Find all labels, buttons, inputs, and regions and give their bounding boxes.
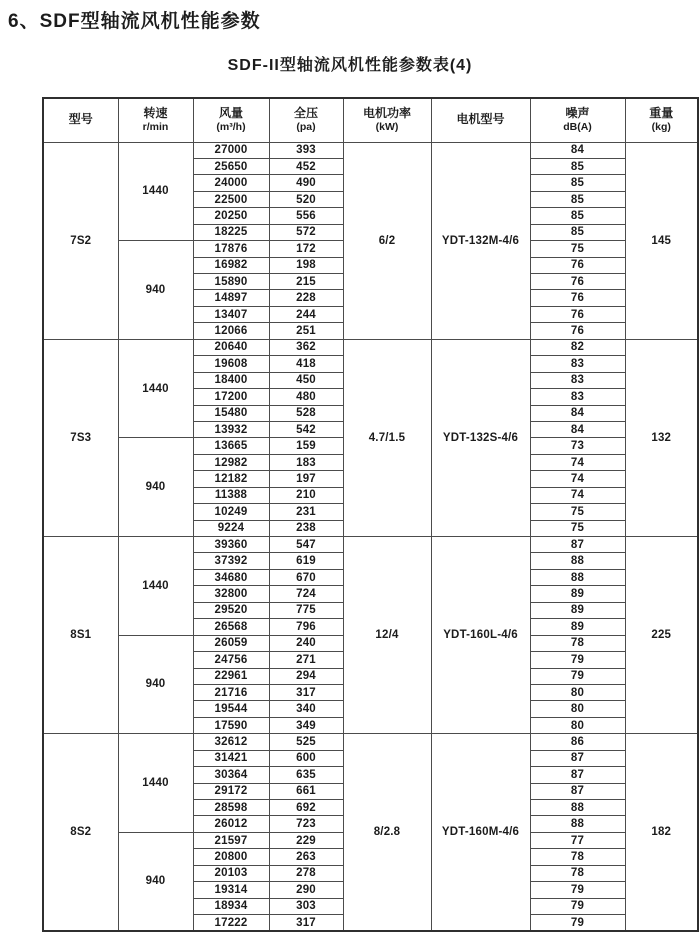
pressure-cell: 198 [269,257,343,273]
pressure-cell: 290 [269,882,343,898]
header-weight [625,98,698,142]
pressure-cell: 452 [269,158,343,174]
header-power [343,98,431,142]
header-label: 转速 [143,106,168,121]
airflow-cell: 30364 [193,767,269,783]
weight-cell: 225 [625,537,698,734]
pressure-cell: 294 [269,668,343,684]
pressure-cell: 159 [269,438,343,454]
noise-cell: 78 [530,635,625,651]
airflow-cell: 17222 [193,915,269,931]
table-body [43,142,698,931]
noise-cell: 75 [530,241,625,257]
header-airflow [193,98,269,142]
airflow-cell: 26568 [193,619,269,635]
pressure-cell: 229 [269,832,343,848]
airflow-cell: 16982 [193,257,269,273]
airflow-cell: 18225 [193,224,269,240]
airflow-cell: 19544 [193,701,269,717]
noise-cell: 80 [530,717,625,733]
pressure-cell: 271 [269,652,343,668]
pressure-cell: 418 [269,356,343,372]
pressure-cell: 228 [269,290,343,306]
header-unit: (m³/h) [216,121,246,134]
noise-cell: 88 [530,800,625,816]
airflow-cell: 24756 [193,652,269,668]
airflow-cell: 20640 [193,339,269,355]
airflow-cell: 21716 [193,684,269,700]
pressure-cell: 600 [269,750,343,766]
noise-cell: 76 [530,274,625,290]
noise-cell: 76 [530,306,625,322]
noise-cell: 75 [530,520,625,536]
airflow-cell: 15890 [193,274,269,290]
weight-cell: 182 [625,734,698,931]
pressure-cell: 263 [269,849,343,865]
pressure-cell: 490 [269,175,343,191]
pressure-cell: 547 [269,537,343,553]
pressure-cell: 723 [269,816,343,832]
table-row [43,734,698,750]
pressure-cell: 670 [269,569,343,585]
noise-cell: 76 [530,290,625,306]
airflow-cell: 13932 [193,421,269,437]
speed-cell: 940 [118,635,193,734]
noise-cell: 79 [530,898,625,914]
airflow-cell: 29172 [193,783,269,799]
pressure-cell: 528 [269,405,343,421]
header-model [43,98,118,142]
pressure-cell: 525 [269,734,343,750]
header-label: 全压 [293,106,318,121]
noise-cell: 84 [530,142,625,158]
airflow-cell: 27000 [193,142,269,158]
pressure-cell: 172 [269,241,343,257]
airflow-cell: 13665 [193,438,269,454]
header-label: 重量 [649,106,674,121]
header-noise [530,98,625,142]
pressure-cell: 240 [269,635,343,651]
airflow-cell: 39360 [193,537,269,553]
pressure-cell: 215 [269,274,343,290]
model-cell: 7S3 [43,339,118,536]
noise-cell: 79 [530,882,625,898]
header-label: 电机型号 [456,112,505,127]
noise-cell: 86 [530,734,625,750]
airflow-cell: 20250 [193,208,269,224]
airflow-cell: 9224 [193,520,269,536]
noise-cell: 75 [530,504,625,520]
noise-cell: 79 [530,652,625,668]
airflow-cell: 18400 [193,372,269,388]
airflow-cell: 17200 [193,389,269,405]
page-title: 6、SDF型轴流风机性能参数 [8,11,261,32]
header-label: 风量 [218,106,243,121]
airflow-cell: 12066 [193,323,269,339]
weight-cell: 145 [625,142,698,339]
header-pressure [269,98,343,142]
power-cell: 12/4 [343,537,431,734]
noise-cell: 84 [530,421,625,437]
pressure-cell: 317 [269,915,343,931]
table-header [43,98,698,142]
noise-cell: 83 [530,389,625,405]
pressure-cell: 480 [269,389,343,405]
speed-cell: 1440 [118,734,193,833]
header-unit: (pa) [296,121,316,134]
pressure-cell: 251 [269,323,343,339]
noise-cell: 89 [530,619,625,635]
noise-cell: 73 [530,438,625,454]
noise-cell: 87 [530,783,625,799]
header-label: 电机功率 [362,106,411,121]
airflow-cell: 25650 [193,158,269,174]
noise-cell: 85 [530,208,625,224]
airflow-cell: 31421 [193,750,269,766]
airflow-cell: 13407 [193,306,269,322]
airflow-cell: 11388 [193,487,269,503]
airflow-cell: 12982 [193,454,269,470]
noise-cell: 79 [530,668,625,684]
pressure-cell: 724 [269,586,343,602]
pressure-cell: 572 [269,224,343,240]
noise-cell: 88 [530,553,625,569]
airflow-cell: 17590 [193,717,269,733]
motor-cell: YDT-160M-4/6 [431,734,530,931]
pressure-cell: 231 [269,504,343,520]
pressure-cell: 349 [269,717,343,733]
noise-cell: 89 [530,602,625,618]
noise-cell: 87 [530,750,625,766]
pressure-cell: 340 [269,701,343,717]
pressure-cell: 393 [269,142,343,158]
header-motor [431,98,530,142]
noise-cell: 76 [530,257,625,273]
header-unit: dB(A) [563,121,592,134]
speed-cell: 1440 [118,339,193,438]
header-speed [118,98,193,142]
pressure-cell: 450 [269,372,343,388]
pressure-cell: 238 [269,520,343,536]
motor-cell: YDT-160L-4/6 [431,537,530,734]
airflow-cell: 22961 [193,668,269,684]
airflow-cell: 18934 [193,898,269,914]
motor-cell: YDT-132M-4/6 [431,142,530,339]
header-label: 噪声 [565,106,590,121]
airflow-cell: 19608 [193,356,269,372]
noise-cell: 76 [530,323,625,339]
table-row [43,142,698,158]
noise-cell: 89 [530,586,625,602]
pressure-cell: 796 [269,619,343,635]
header-unit: (kW) [375,121,399,134]
power-cell: 4.7/1.5 [343,339,431,536]
airflow-cell: 21597 [193,832,269,848]
airflow-cell: 24000 [193,175,269,191]
airflow-cell: 10249 [193,504,269,520]
airflow-cell: 22500 [193,191,269,207]
airflow-cell: 14897 [193,290,269,306]
airflow-cell: 32612 [193,734,269,750]
noise-cell: 78 [530,849,625,865]
header-label: 型号 [68,112,93,127]
table-subtitle: SDF-II型轴流风机性能参数表(4) [227,57,473,74]
model-cell: 7S2 [43,142,118,339]
model-cell: 8S2 [43,734,118,931]
pressure-cell: 619 [269,553,343,569]
airflow-cell: 29520 [193,602,269,618]
pressure-cell: 542 [269,421,343,437]
airflow-cell: 37392 [193,553,269,569]
speed-cell: 1440 [118,537,193,636]
table-row [43,339,698,355]
noise-cell: 74 [530,487,625,503]
noise-cell: 77 [530,832,625,848]
pressure-cell: 692 [269,800,343,816]
noise-cell: 82 [530,339,625,355]
pressure-cell: 520 [269,191,343,207]
airflow-cell: 19314 [193,882,269,898]
power-cell: 8/2.8 [343,734,431,931]
noise-cell: 85 [530,191,625,207]
noise-cell: 87 [530,537,625,553]
noise-cell: 84 [530,405,625,421]
speed-cell: 940 [118,241,193,340]
pressure-cell: 210 [269,487,343,503]
pressure-cell: 197 [269,471,343,487]
noise-cell: 79 [530,915,625,931]
noise-cell: 80 [530,684,625,700]
airflow-cell: 15480 [193,405,269,421]
noise-cell: 80 [530,701,625,717]
model-cell: 8S1 [43,537,118,734]
airflow-cell: 26059 [193,635,269,651]
noise-cell: 83 [530,372,625,388]
airflow-cell: 28598 [193,800,269,816]
airflow-cell: 32800 [193,586,269,602]
noise-cell: 87 [530,767,625,783]
fan-performance-table [42,97,699,932]
pressure-cell: 635 [269,767,343,783]
airflow-cell: 20800 [193,849,269,865]
motor-cell: YDT-132S-4/6 [431,339,530,536]
pressure-cell: 556 [269,208,343,224]
airflow-cell: 26012 [193,816,269,832]
noise-cell: 74 [530,454,625,470]
noise-cell: 83 [530,356,625,372]
pressure-cell: 661 [269,783,343,799]
pressure-cell: 183 [269,454,343,470]
noise-cell: 78 [530,865,625,881]
pressure-cell: 303 [269,898,343,914]
header-unit: (kg) [651,121,671,134]
airflow-cell: 12182 [193,471,269,487]
pressure-cell: 362 [269,339,343,355]
pressure-cell: 317 [269,684,343,700]
airflow-cell: 17876 [193,241,269,257]
noise-cell: 85 [530,175,625,191]
noise-cell: 88 [530,569,625,585]
noise-cell: 85 [530,158,625,174]
noise-cell: 74 [530,471,625,487]
power-cell: 6/2 [343,142,431,339]
pressure-cell: 244 [269,306,343,322]
airflow-cell: 34680 [193,569,269,585]
speed-cell: 940 [118,832,193,931]
weight-cell: 132 [625,339,698,536]
pressure-cell: 278 [269,865,343,881]
pressure-cell: 775 [269,602,343,618]
airflow-cell: 20103 [193,865,269,881]
table-header-row [43,98,698,142]
table-row [43,537,698,553]
speed-cell: 1440 [118,142,193,241]
speed-cell: 940 [118,438,193,537]
header-unit: r/min [142,121,169,134]
noise-cell: 85 [530,224,625,240]
noise-cell: 88 [530,816,625,832]
